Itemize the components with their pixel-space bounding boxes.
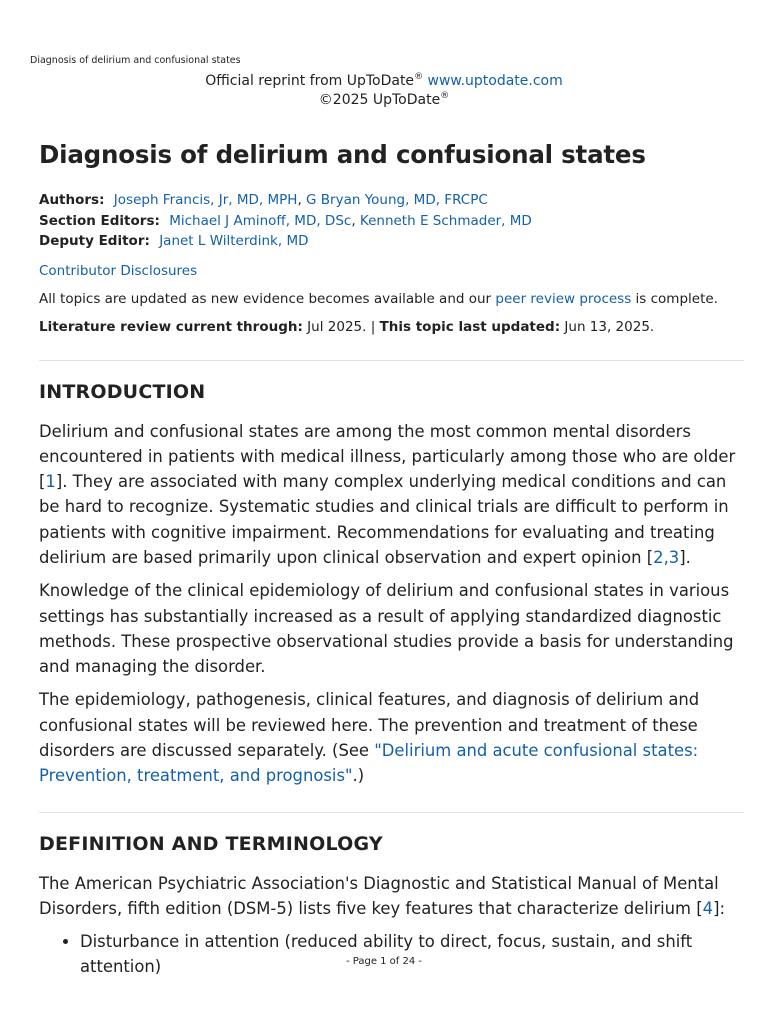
reference-link[interactable]: 2 bbox=[653, 547, 664, 567]
article bbox=[39, 137, 744, 979]
section-heading-definition: DEFINITION AND TERMINOLOGY bbox=[39, 832, 383, 855]
intro-paragraph-2: Knowledge of the clinical epidemiology of delirium and confusional states in various settings has substantially increased as a result of applying standardized diagnostic methods. These prospective observational studies provide a basis for understanding and managing the disorder. bbox=[39, 581, 734, 677]
registered-mark: ® bbox=[414, 72, 424, 82]
copyright-line bbox=[0, 91, 768, 110]
section-editors-label: Section Editors: bbox=[39, 212, 160, 229]
reference-link[interactable]: 3 bbox=[668, 547, 680, 567]
related-topic-link[interactable]: "Delirium and acute confusional states: Prevention, treatment, and prognosis" bbox=[39, 741, 699, 786]
update-note: All topics are updated as new evidence becomes available and our peer review process is complete. bbox=[39, 290, 718, 307]
section-editor-link[interactable]: Michael J Aminoff, MD, DSc bbox=[169, 212, 352, 229]
section-editors-row: Section Editors: Michael J Aminoff, MD, DSc, Kenneth E Schmader, MD bbox=[39, 212, 532, 229]
author-link[interactable]: G Bryan Young, MD, FRCPC bbox=[306, 192, 488, 208]
review-dates bbox=[39, 317, 744, 337]
deputy-editor-label: Deputy Editor: bbox=[39, 233, 150, 249]
lit-review-value: Jul 2025. | bbox=[302, 318, 380, 335]
section-heading-introduction: INTRODUCTION bbox=[39, 380, 206, 403]
author-link[interactable]: Joseph Francis, Jr, MD, MPH bbox=[113, 192, 298, 208]
copyright-text: ©2025 UpToDate bbox=[318, 92, 441, 108]
reprint-line bbox=[0, 72, 768, 91]
contributor-disclosures-row bbox=[39, 261, 744, 281]
intro-paragraph-1: Delirium and confusional states are among the most common mental disorders encountered in patients with medical illness, particularly among those who are older [1]. They are associated with many complex underlying medical conditions and can be hard to recognize. Systematic studies and clinical trials are difficult to perform in patients with cognitive impairment. Recommendations for evaluating and treating delirium are based primarily upon clinical observation and expert opinion [2,3]. bbox=[39, 421, 736, 567]
contributor-disclosures-link[interactable]: Contributor Disclosures bbox=[39, 262, 198, 279]
definition-paragraph-1: The American Psychiatric Association's Diagnostic and Statistical Manual of Mental Disorders, fifth edition (DSM-5) lists five key features that characterize delirium [4]: bbox=[39, 873, 725, 918]
running-title: Diagnosis of delirium and confusional states bbox=[30, 55, 241, 66]
registered-mark: ® bbox=[440, 91, 450, 101]
intro-paragraph-3: The epidemiology, pathogenesis, clinical features, and diagnosis of delirium and confusional states will be reviewed here. The prevention and treatment of these disorders are discussed separately. (See "Delirium and acute confusional states: Prevention, treatment, and prognosis".) bbox=[39, 690, 700, 786]
section-editor-link[interactable]: Kenneth E Schmader, MD bbox=[359, 212, 532, 229]
lit-review-label: Literature review current through: bbox=[39, 318, 303, 335]
reprint-banner bbox=[0, 72, 768, 110]
uptodate-link[interactable]: www.uptodate.com bbox=[427, 73, 563, 89]
page-title: Diagnosis of delirium and confusional states bbox=[39, 140, 646, 169]
deputy-editor-link[interactable]: Janet L Wilterdink, MD bbox=[159, 233, 309, 249]
deputy-editor-row bbox=[39, 231, 744, 252]
authors-label: Authors: bbox=[39, 192, 105, 208]
peer-review-link[interactable]: peer review process bbox=[495, 290, 632, 307]
reprint-text: Official reprint from UpToDate bbox=[205, 73, 415, 89]
reference-link[interactable]: 4 bbox=[702, 898, 714, 918]
divider bbox=[39, 360, 744, 361]
last-updated-value: Jun 13, 2025. bbox=[560, 318, 655, 335]
feature-list bbox=[39, 929, 744, 979]
list-item: • Disturbance in attention (reduced ability to direct, focus, sustain, and shift attention) bbox=[80, 929, 744, 979]
reference-link[interactable]: 1 bbox=[45, 472, 56, 492]
authors-row: Authors: Joseph Francis, Jr, MD, MPH, G Bryan Young, MD, FRCPC bbox=[39, 192, 488, 208]
divider bbox=[39, 812, 744, 813]
last-updated-label: This topic last updated: bbox=[379, 318, 561, 335]
page-number: - Page 1 of 24 - bbox=[345, 956, 423, 967]
